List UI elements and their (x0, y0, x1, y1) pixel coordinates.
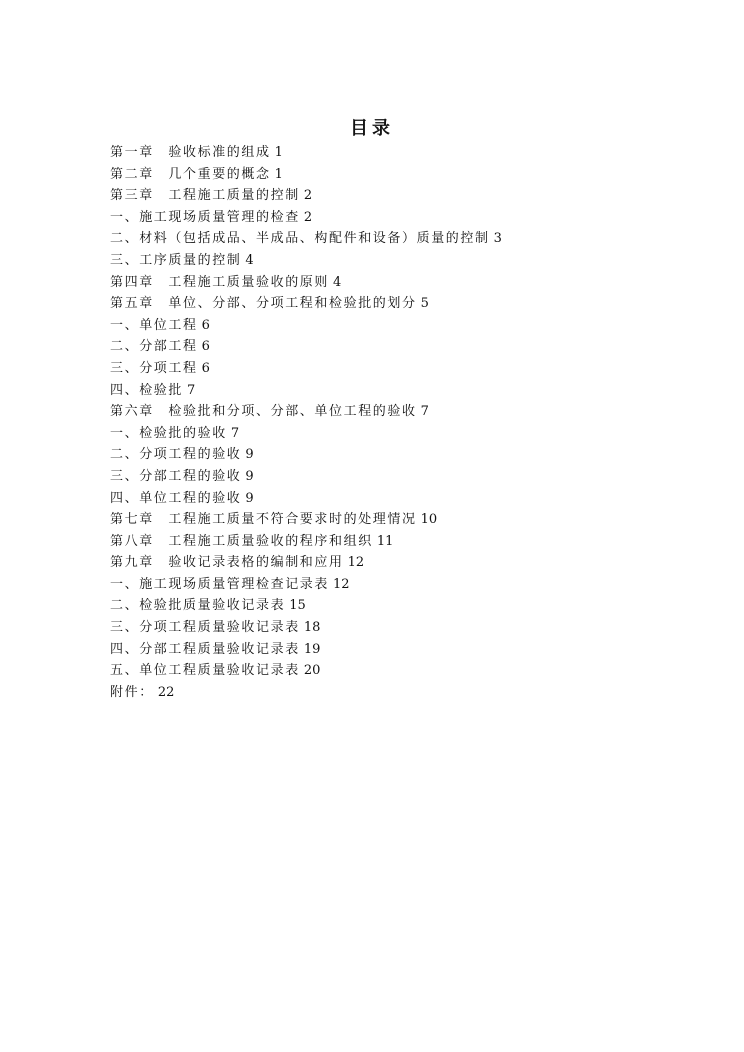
toc-list (110, 142, 670, 703)
toc-entry[interactable] (110, 595, 670, 617)
toc-entry-text: 二、材料（包括成品、半成品、构配件和设备）质量的控制 (110, 231, 490, 247)
toc-entry-text: 二、分项工程的验收 (110, 447, 242, 463)
toc-entry-text: 第六章 检验批和分项、分部、单位工程的验收 (110, 404, 417, 420)
toc-entry-text: 第一章 验收标准的组成 (110, 145, 271, 160)
toc-entry-page-number: 22 (157, 684, 175, 700)
toc-entry-page-number: 19 (303, 641, 321, 657)
toc-entry-text: 四、检验批 (110, 382, 184, 398)
toc-entry-page-number: 4 (245, 252, 254, 268)
toc-entry-text: 第九章 验收记录表格的编制和应用 (110, 555, 344, 571)
toc-entry-text: 一、施工现场质量管理的检查 (110, 209, 300, 225)
toc-entry-page-number: 1 (274, 145, 283, 160)
toc-entry[interactable] (110, 272, 670, 294)
toc-entry[interactable] (110, 617, 670, 639)
toc-entry-page-number: 7 (187, 382, 196, 398)
toc-entry-text: 二、检验批质量验收记录表 (110, 598, 286, 614)
toc-entry-text: 第三章 工程施工质量的控制 (110, 188, 300, 204)
toc-entry-text: 一、施工现场质量管理检查记录表 (110, 576, 330, 592)
toc-entry[interactable] (110, 401, 670, 423)
toc-entry-text: 四、分部工程质量验收记录表 (110, 641, 300, 657)
toc-entry[interactable] (110, 444, 670, 466)
toc-entry-page-number: 9 (245, 447, 254, 463)
toc-entry[interactable] (110, 574, 670, 596)
toc-entry-page-number: 10 (420, 512, 438, 528)
toc-entry-page-number: 12 (333, 576, 350, 592)
toc-entry-page-number: 7 (420, 404, 429, 420)
toc-entry-text: 第四章 工程施工质量验收的原则 (110, 274, 330, 290)
toc-entry[interactable] (110, 531, 670, 553)
toc-entry[interactable] (110, 639, 670, 661)
toc-entry[interactable] (110, 423, 670, 445)
toc-entry-text: 第八章 工程施工质量验收的程序和组织 (110, 533, 373, 549)
toc-entry-page-number: 12 (347, 555, 365, 571)
toc-entry[interactable] (110, 315, 670, 337)
toc-entry[interactable] (110, 142, 670, 164)
toc-entry-text: 一、检验批的验收 (110, 425, 227, 441)
toc-entry-text: 五、单位工程质量验收记录表 (110, 663, 300, 679)
toc-entry-page-number: 6 (201, 339, 210, 355)
toc-entry[interactable] (110, 185, 670, 207)
toc-entry-page-number: 6 (201, 360, 210, 376)
toc-entry-text: 二、分部工程 (110, 339, 198, 355)
toc-entry-page-number: 15 (289, 598, 306, 614)
toc-title: 目录 (350, 118, 394, 139)
toc-entry-text: 三、分部工程的验收 (110, 468, 242, 484)
toc-entry[interactable] (110, 164, 670, 186)
toc-entry-page-number: 9 (245, 490, 254, 506)
toc-entry[interactable] (110, 336, 670, 358)
toc-entry-page-number: 7 (230, 425, 240, 441)
toc-entry[interactable] (110, 293, 670, 315)
toc-entry-text: 三、分项工程 (110, 360, 198, 376)
toc-entry[interactable] (110, 228, 670, 250)
toc-entry[interactable] (110, 552, 670, 574)
toc-entry[interactable] (110, 466, 670, 488)
toc-entry-text: 四、单位工程的验收 (110, 490, 242, 506)
toc-entry-page-number: 6 (201, 317, 210, 333)
toc-entry-page-number: 4 (333, 274, 342, 290)
toc-entry-text: 三、工序质量的控制 (110, 252, 242, 268)
toc-entry[interactable] (110, 207, 670, 229)
toc-entry[interactable] (110, 660, 670, 682)
toc-entry-page-number: 2 (303, 188, 313, 204)
toc-entry-text: 三、分项工程质量验收记录表 (110, 620, 300, 636)
toc-entry-text: 第七章 工程施工质量不符合要求时的处理情况 (110, 512, 417, 528)
toc-entry[interactable] (110, 682, 670, 704)
toc-entry-page-number: 9 (245, 468, 254, 484)
toc-entry-page-number: 18 (303, 620, 321, 636)
toc-entry[interactable] (110, 358, 670, 380)
toc-entry[interactable] (110, 509, 670, 531)
toc-entry-page-number: 2 (303, 209, 313, 225)
toc-entry-page-number: 3 (493, 231, 502, 247)
toc-entry[interactable] (110, 380, 670, 402)
toc-entry-page-number: 11 (376, 533, 394, 549)
toc-entry-text: 第五章 单位、分部、分项工程和检验批的划分 (110, 296, 417, 312)
toc-entry-page-number: 5 (420, 296, 429, 312)
toc-entry-text: 一、单位工程 (110, 317, 198, 333)
toc-entry-text: 第二章 几个重要的概念 (110, 166, 271, 182)
toc-entry-text: 附件： (110, 684, 154, 700)
toc-entry[interactable] (110, 488, 670, 510)
toc-entry-page-number: 20 (303, 663, 321, 679)
toc-entry[interactable] (110, 250, 670, 272)
toc-entry-page-number: 1 (274, 166, 283, 182)
